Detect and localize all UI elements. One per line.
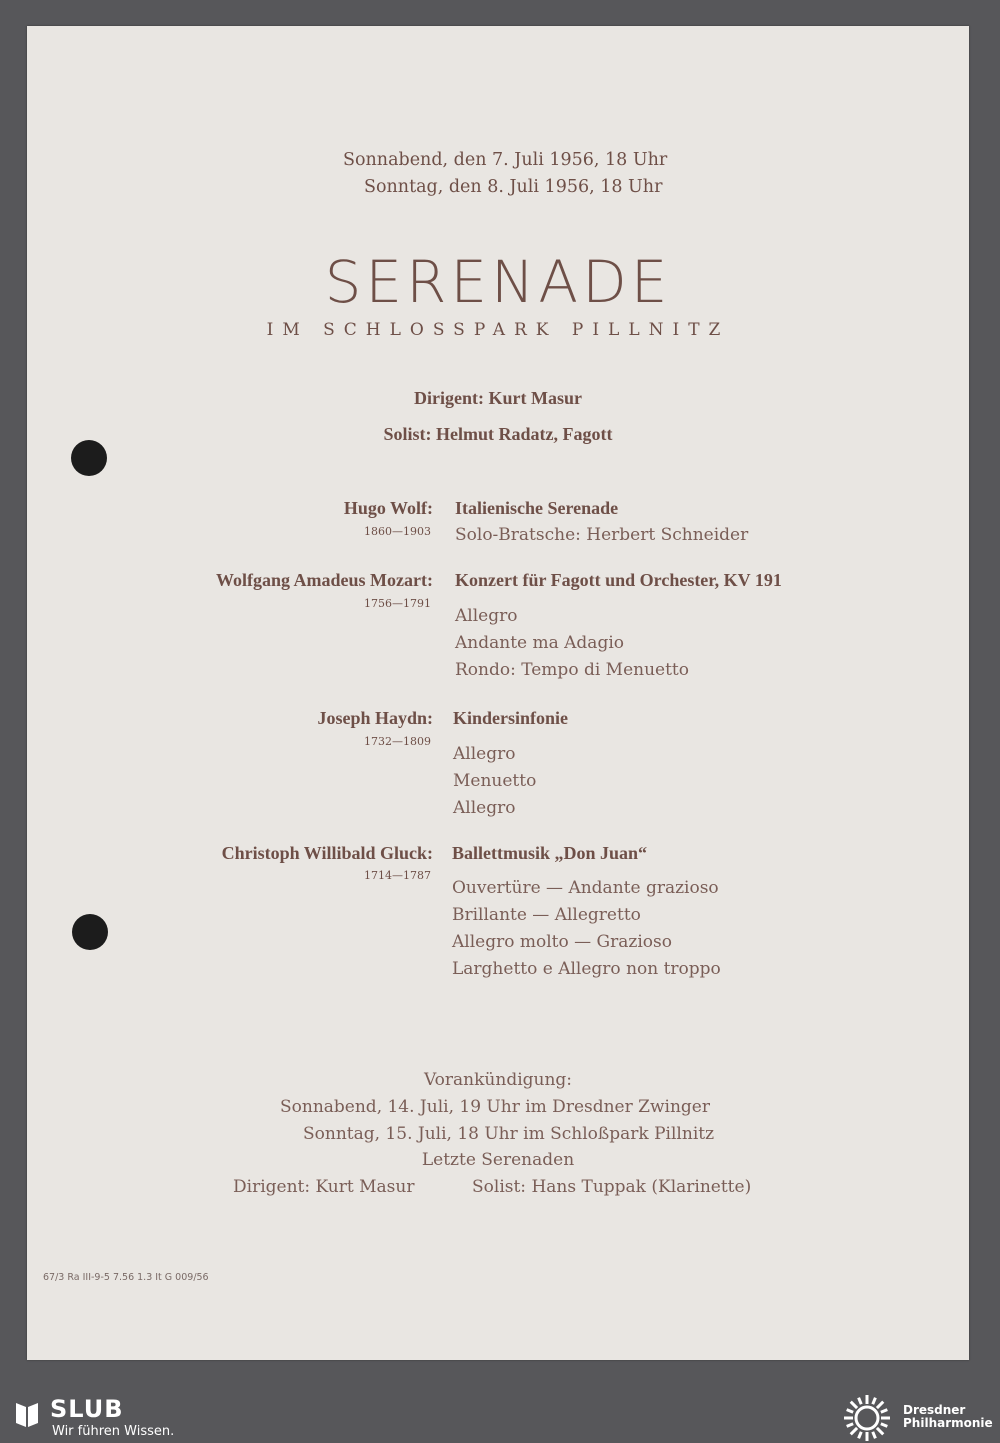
composer-name: Joseph Haydn: [317,708,433,728]
movement: Allegro [453,744,516,764]
composer-name: Hugo Wolf: [343,498,433,518]
composer-name: Wolfgang Amadeus Mozart: [216,570,433,590]
page-subtitle: IM SCHLOSSPARK PILLNITZ [266,320,730,340]
composer-name: Christoph Willibald Gluck: [221,843,433,863]
partner-name-line1: Dresdner [903,1403,966,1417]
conductor-line: Dirigent: Kurt Masur [414,388,582,408]
page-title: SERENADE [324,248,672,316]
work-title: Konzert für Fagott und Orchester, KV 191 [455,570,782,590]
announcement-soloist: Solist: Hans Tuppak (Klarinette) [472,1177,752,1197]
movement: Rondo: Tempo di Menuetto [455,660,689,680]
slub-book-icon [14,1399,40,1429]
movement: Ouvertüre — Andante grazioso [452,878,719,898]
movement: Solo-Bratsche: Herbert Schneider [455,525,749,545]
work-title: Ballettmusik „Don Juan“ [452,843,648,863]
soloist-line: Solist: Helmut Radatz, Fagott [383,424,613,444]
movement: Allegro [453,798,516,818]
philharmonie-logo-icon [842,1393,892,1443]
footer-bar [0,1391,1000,1441]
punch-hole [72,914,108,950]
date-line-1: Sonnabend, den 7. Juli 1956, 18 Uhr [343,150,668,170]
library-name: SLUB [50,1395,124,1423]
date-line-2: Sonntag, den 8. Juli 1956, 18 Uhr [364,177,663,197]
program-sheet [27,26,969,1360]
work-title: Kindersinfonie [453,708,569,728]
movement: Menuetto [453,771,537,791]
movement: Allegro molto — Grazioso [452,932,672,952]
announcement-line: Letzte Serenaden [421,1150,575,1170]
movement: Andante ma Adagio [455,633,624,653]
partner-name-line2: Philharmonie [903,1416,993,1430]
composer-years: 1860—1903 [364,525,431,538]
movement: Allegro [455,606,518,626]
movement: Larghetto e Allegro non troppo [452,959,721,979]
announcement-line: Sonntag, 15. Juli, 18 Uhr im Schloßpark Pillnitz [303,1124,715,1144]
announcement-heading: Vorankündigung: [423,1070,573,1090]
library-tagline: Wir führen Wissen. [52,1424,175,1439]
punch-hole [71,440,107,476]
movement: Brillante — Allegretto [452,905,641,925]
composer-years: 1714—1787 [364,869,431,882]
print-code: 67/3 Ra III-9-5 7.56 1.3 It G 009/56 [43,1272,209,1283]
composer-years: 1756—1791 [364,597,431,610]
work-title: Italienische Serenade [455,498,619,518]
announcement-line: Sonnabend, 14. Juli, 19 Uhr im Dresdner Zwinger [280,1097,710,1117]
announcement-conductor: Dirigent: Kurt Masur [233,1177,415,1197]
composer-years: 1732—1809 [364,735,431,748]
partner-name [903,1404,993,1430]
